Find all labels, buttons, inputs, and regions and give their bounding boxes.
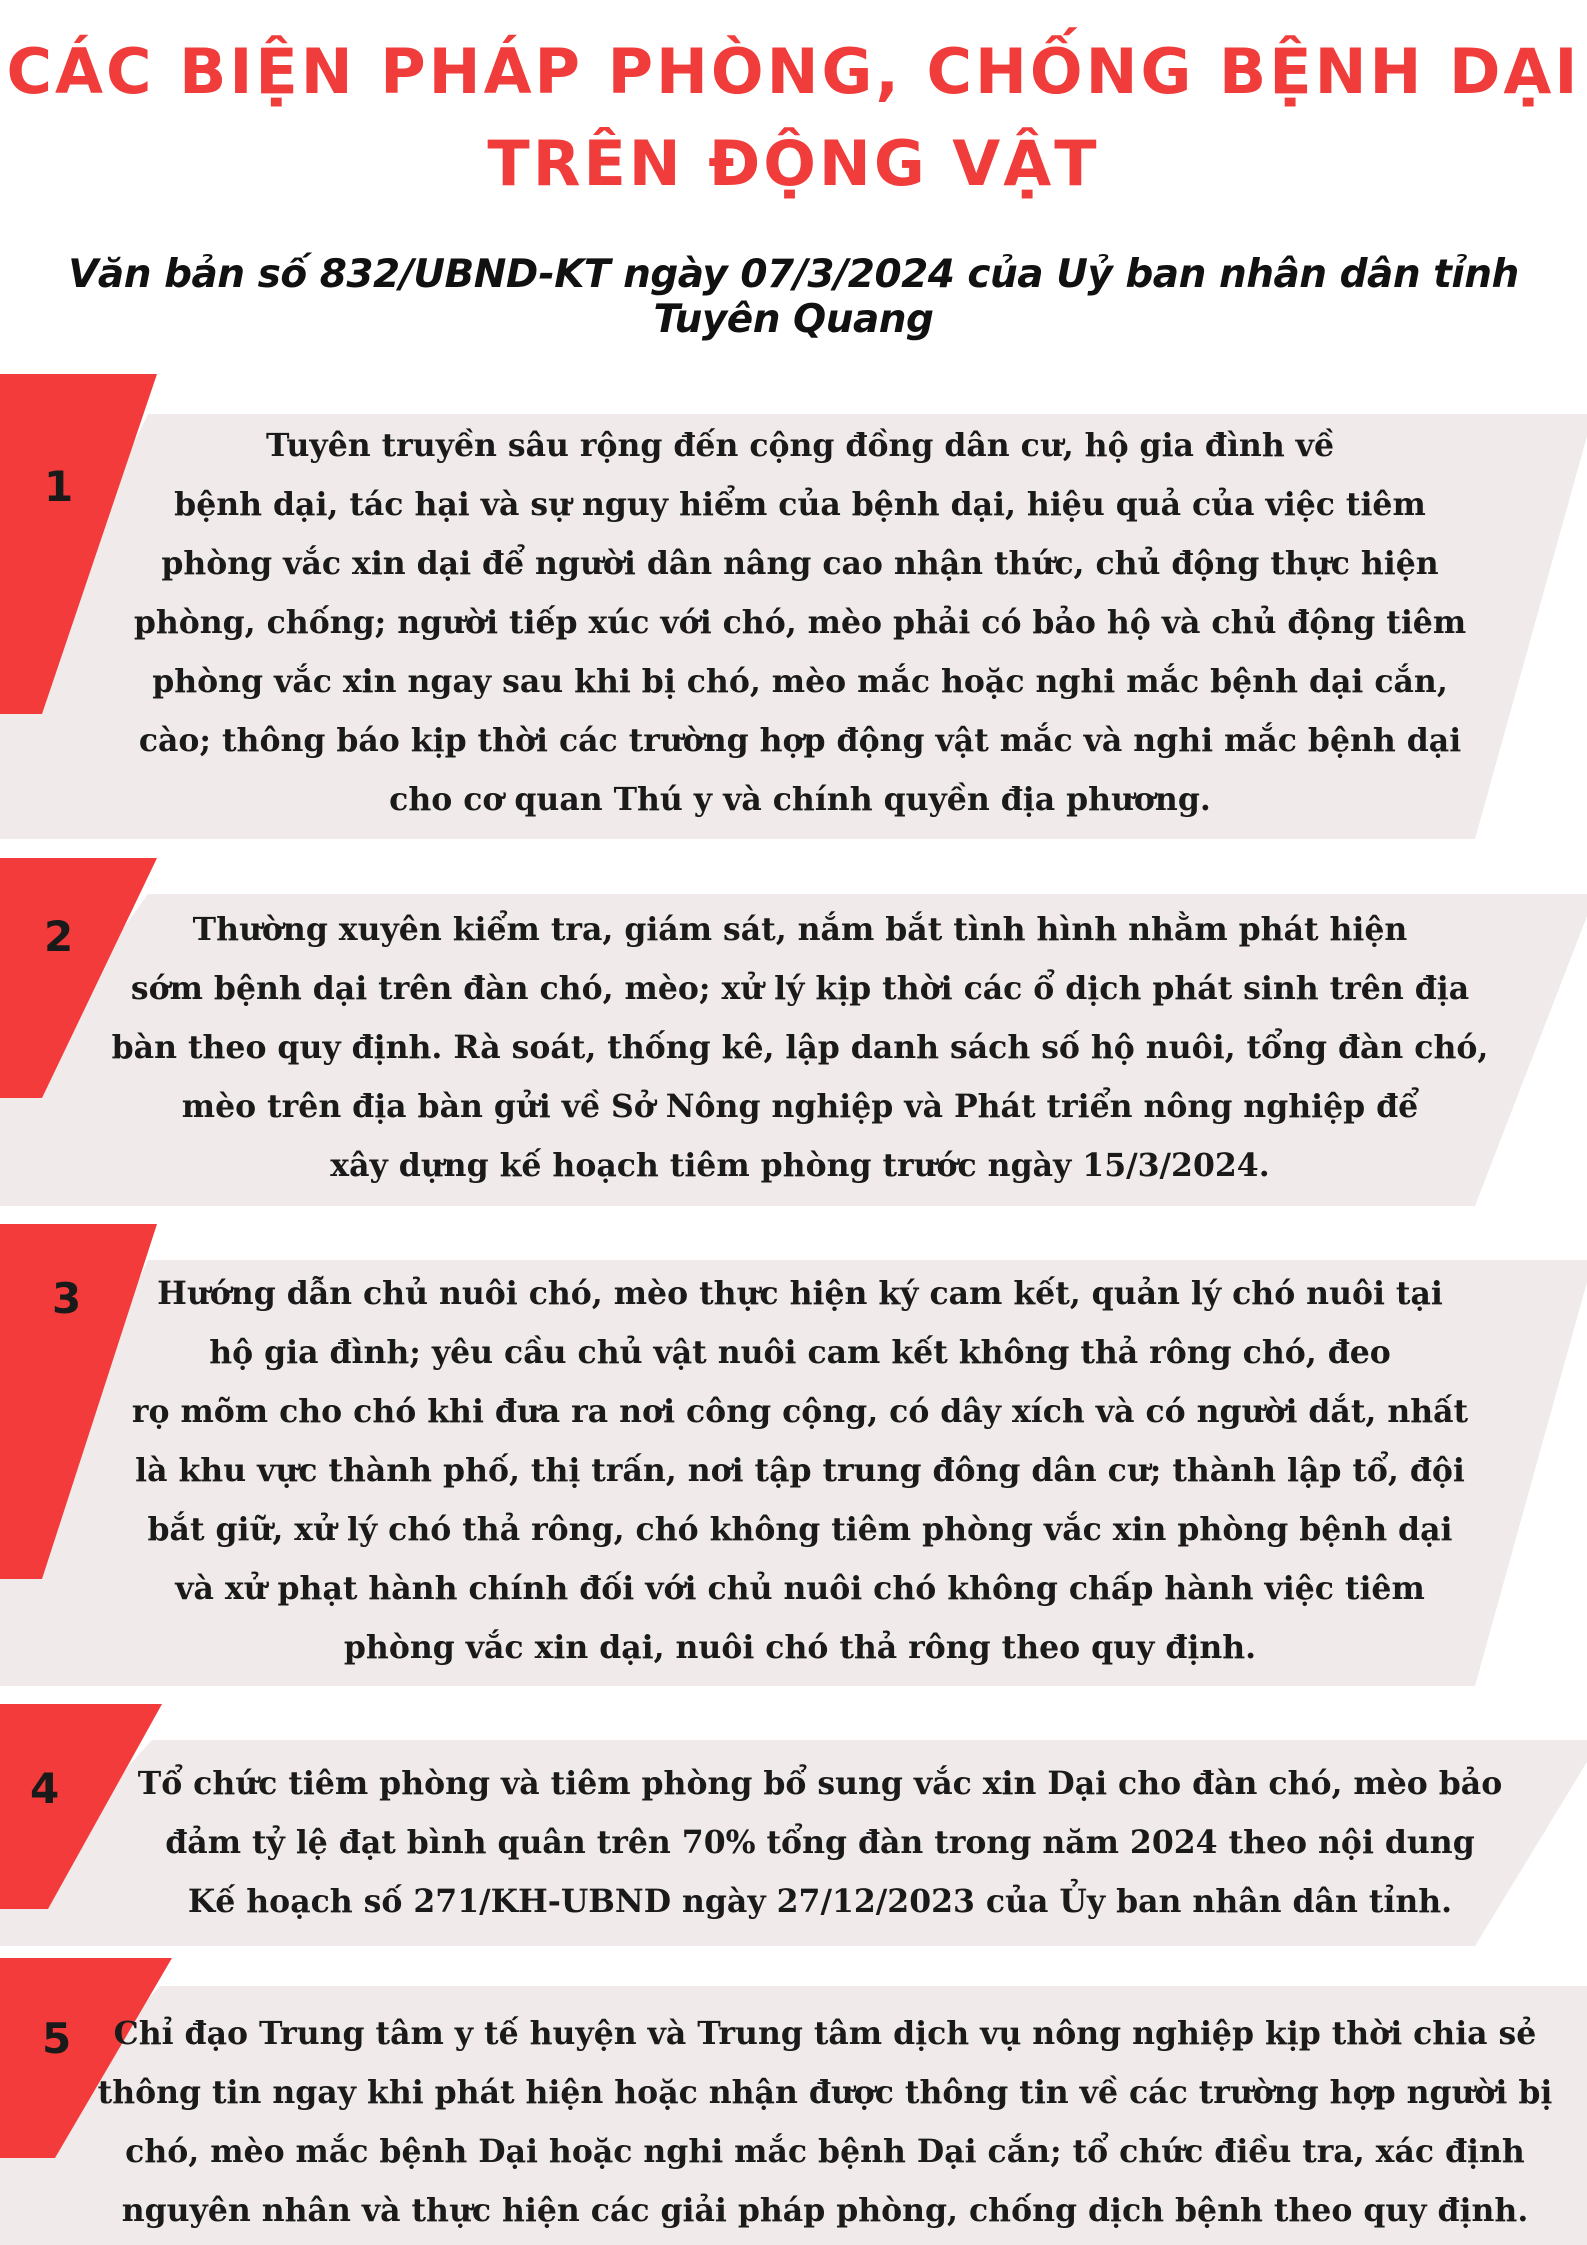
measure-item-5 [0, 1958, 1587, 2245]
item-text-line: sớm bệnh dại trên đàn chó, mèo; xử lý kịp thời các ổ dịch phát sinh trên địa [130, 970, 1470, 1007]
measure-item-4 [0, 1704, 1587, 1946]
item-text-line: Kế hoạch số 271/KH-UBND ngày 27/12/2023 của Ủy ban nhân dân tỉnh. [187, 1883, 1453, 1920]
item-text-line: là khu vực thành phố, thị trấn, nơi tập trung đông dân cư; thành lập tổ, đội [135, 1452, 1465, 1489]
item-text [80, 416, 1520, 829]
item-text [80, 900, 1520, 1195]
measure-item-1 [0, 374, 1587, 839]
item-text-line: Tổ chức tiêm phòng và tiêm phòng bổ sung vắc xin Dại cho đàn chó, mèo bảo [137, 1765, 1503, 1802]
item-text-line: Chỉ đạo Trung tâm y tế huyện và Trung tâm dịch vụ nông nghiệp kịp thời chia sẻ [113, 2015, 1537, 2052]
item-text-line: cào; thông báo kịp thời các trường hợp động vật mắc và nghi mắc bệnh dại [138, 722, 1462, 759]
item-text-line: chó, mèo mắc bệnh Dại hoặc nghi mắc bệnh Dại cắn; tổ chức điều tra, xác định [125, 2133, 1525, 2170]
item-text-line: phòng vắc xin dại để người dân nâng cao nhận thức, chủ động thực hiện [161, 545, 1439, 582]
item-text-line: phòng, chống; người tiếp xúc với chó, mèo phải có bảo hộ và chủ động tiêm [133, 604, 1467, 641]
measure-item-2 [0, 858, 1587, 1206]
item-text-line: Tuyên truyền sâu rộng đến cộng đồng dân cư, hộ gia đình về [265, 427, 1335, 464]
item-text-line: mèo trên địa bàn gửi về Sở Nông nghiệp và Phát triển nông nghiệp để [181, 1088, 1419, 1125]
item-text-line: thông tin ngay khi phát hiện hoặc nhận được thông tin về các trường hợp người bị [97, 2074, 1553, 2111]
item-number: 1 [44, 462, 74, 511]
item-text-line: bắt giữ, xử lý chó thả rông, chó không tiêm phòng vắc xin phòng bệnh dại [147, 1511, 1453, 1548]
measure-item-3 [0, 1224, 1587, 1686]
item-text [80, 1264, 1520, 1677]
item-text-line: đảm tỷ lệ đạt bình quân trên 70% tổng đàn trong năm 2024 theo nội dung [165, 1824, 1475, 1861]
item-number: 5 [42, 2014, 72, 2063]
item-text-line: cho cơ quan Thú y và chính quyền địa phương. [389, 781, 1211, 818]
item-text-line: phòng vắc xin ngay sau khi bị chó, mèo mắc hoặc nghi mắc bệnh dại cắn, [152, 663, 1448, 700]
item-number: 3 [52, 1274, 82, 1323]
item-text-line: hộ gia đình; yêu cầu chủ vật nuôi cam kết không thả rông chó, đeo [209, 1334, 1391, 1371]
item-number: 4 [30, 1764, 60, 1813]
item-text-line: Hướng dẫn chủ nuôi chó, mèo thực hiện ký cam kết, quản lý chó nuôi tại [157, 1275, 1443, 1312]
item-text-line: Thường xuyên kiểm tra, giám sát, nắm bắt tình hình nhằm phát hiện [192, 911, 1408, 948]
item-text-line: nguyên nhân và thực hiện các giải pháp phòng, chống dịch bệnh theo quy định. [121, 2192, 1529, 2229]
item-text-line: phòng vắc xin dại, nuôi chó thả rông theo quy định. [343, 1629, 1257, 1666]
item-text [100, 1754, 1540, 1931]
item-text-line: xây dựng kế hoạch tiêm phòng trước ngày 15/3/2024. [330, 1147, 1270, 1184]
item-text-line: bệnh dại, tác hại và sự nguy hiểm của bệnh dại, hiệu quả của việc tiêm [174, 486, 1426, 523]
item-text-line: bàn theo quy định. Rà soát, thống kê, lập danh sách số hộ nuôi, tổng đàn chó, [111, 1029, 1489, 1066]
item-text [80, 2004, 1570, 2240]
item-text-line: rọ mõm cho chó khi đưa ra nơi công cộng, có dây xích và có người dắt, nhất [131, 1393, 1469, 1430]
document-subtitle: Văn bản số 832/UBND-KT ngày 07/3/2024 của Uỷ ban nhân dân tỉnh Tuyên Quang [68, 252, 1519, 342]
item-number: 2 [44, 912, 74, 961]
page-title-line-2: TRÊN ĐỘNG VẬT [487, 127, 1100, 200]
page-title-line-1: CÁC BIỆN PHÁP PHÒNG, CHỐNG BỆNH DẠI [6, 35, 1581, 108]
item-text-line: và xử phạt hành chính đối với chủ nuôi chó không chấp hành việc tiêm [175, 1570, 1425, 1607]
